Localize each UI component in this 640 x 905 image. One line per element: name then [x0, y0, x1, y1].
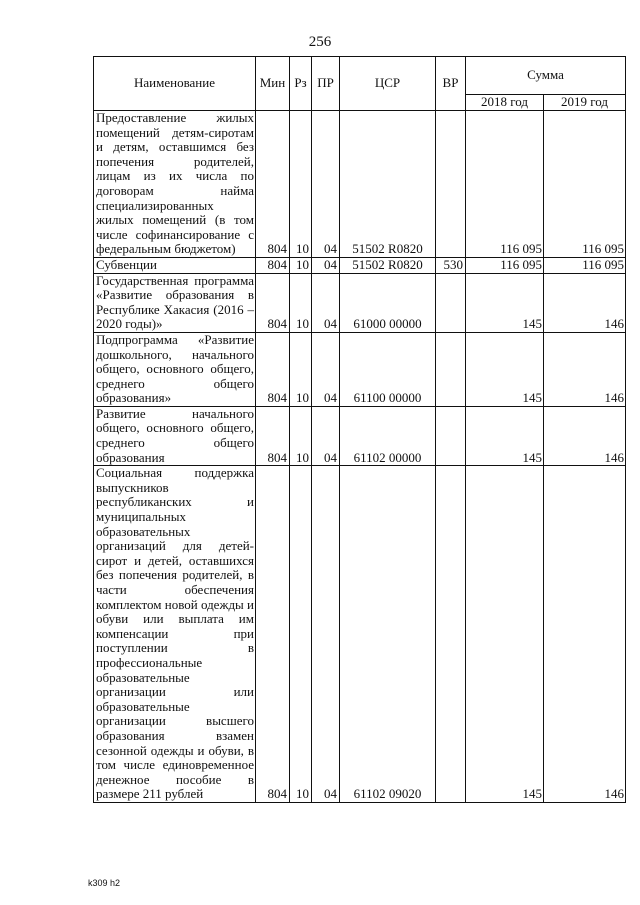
- row-2018: 116 095: [466, 111, 544, 258]
- row-name: Социальная поддержка выпускников республиканских и муниципальных образовательных организаций для детей-сирот и детей, оставшихся без попечения родителей, в части обеспечения комплектом новой одежды и обуви или выплата им компенсации при поступлении в профессиональные образовательные организации или образовательные организации высшего образования взамен сезонной одежды и обуви, в том числе единовременное денежное пособие в размере 211 рублей: [94, 466, 256, 803]
- row-vr: [436, 111, 466, 258]
- row-2019: 146: [544, 466, 626, 803]
- row-name: Предоставление жилых помещений детям-сиротам и детям, оставшимся без попечения родителей, лицам из их числа по договорам найма специализированных жилых помещений (в том числе софинансирование с федеральным бюджетом): [94, 111, 256, 258]
- table-row: [94, 406, 626, 465]
- row-csr: 61102 00000: [340, 406, 436, 465]
- row-pr: 04: [312, 466, 340, 803]
- row-rz: 10: [290, 332, 312, 406]
- row-2019: 146: [544, 406, 626, 465]
- row-2019: 116 095: [544, 257, 626, 273]
- row-pr: 04: [312, 257, 340, 273]
- row-rz: 10: [290, 466, 312, 803]
- row-2018: 116 095: [466, 257, 544, 273]
- row-name: Государственная программа «Развитие образования в Республике Хакасия (2016 – 2020 годы)»: [94, 273, 256, 332]
- header-min: Мин: [256, 57, 290, 111]
- row-pr: 04: [312, 332, 340, 406]
- row-csr: 61100 00000: [340, 332, 436, 406]
- row-pr: 04: [312, 406, 340, 465]
- row-rz: 10: [290, 257, 312, 273]
- row-name: Субвенции: [94, 257, 256, 273]
- row-2019: 116 095: [544, 111, 626, 258]
- row-vr: 530: [436, 257, 466, 273]
- table-row: [94, 257, 626, 273]
- row-name: Подпрограмма «Развитие дошкольного, начального общего, основного общего, среднего общего образования»: [94, 332, 256, 406]
- row-2018: 145: [466, 332, 544, 406]
- row-csr: 51502 R0820: [340, 257, 436, 273]
- row-rz: 10: [290, 273, 312, 332]
- header-name: Наименование: [94, 57, 256, 111]
- row-vr: [436, 273, 466, 332]
- row-pr: 04: [312, 111, 340, 258]
- row-2019: 146: [544, 273, 626, 332]
- page-number: 256: [308, 34, 332, 50]
- footer-code: k309 h2: [88, 878, 121, 888]
- row-vr: [436, 332, 466, 406]
- row-min: 804: [256, 406, 290, 465]
- table-row: [94, 273, 626, 332]
- table-row: [94, 332, 626, 406]
- row-min: 804: [256, 466, 290, 803]
- row-csr: 51502 R0820: [340, 111, 436, 258]
- header-2019: 2019 год: [544, 95, 626, 111]
- budget-table: [93, 56, 626, 803]
- table-row: [94, 466, 626, 803]
- header-pr: ПР: [312, 57, 340, 111]
- row-pr: 04: [312, 273, 340, 332]
- row-name: Развитие начального общего, основного общего, среднего общего образования: [94, 406, 256, 465]
- header-2018: 2018 год: [466, 95, 544, 111]
- row-csr: 61102 09020: [340, 466, 436, 803]
- row-2018: 145: [466, 273, 544, 332]
- row-min: 804: [256, 332, 290, 406]
- row-2018: 145: [466, 406, 544, 465]
- row-rz: 10: [290, 111, 312, 258]
- row-min: 804: [256, 273, 290, 332]
- row-min: 804: [256, 111, 290, 258]
- row-min: 804: [256, 257, 290, 273]
- row-vr: [436, 466, 466, 803]
- row-2018: 145: [466, 466, 544, 803]
- header-rz: Рз: [290, 57, 312, 111]
- row-2019: 146: [544, 332, 626, 406]
- header-csr: ЦСР: [340, 57, 436, 111]
- row-csr: 61000 00000: [340, 273, 436, 332]
- header-vr: ВР: [436, 57, 466, 111]
- table-row: [94, 111, 626, 258]
- header-sum: Сумма: [466, 57, 626, 95]
- row-vr: [436, 406, 466, 465]
- row-rz: 10: [290, 406, 312, 465]
